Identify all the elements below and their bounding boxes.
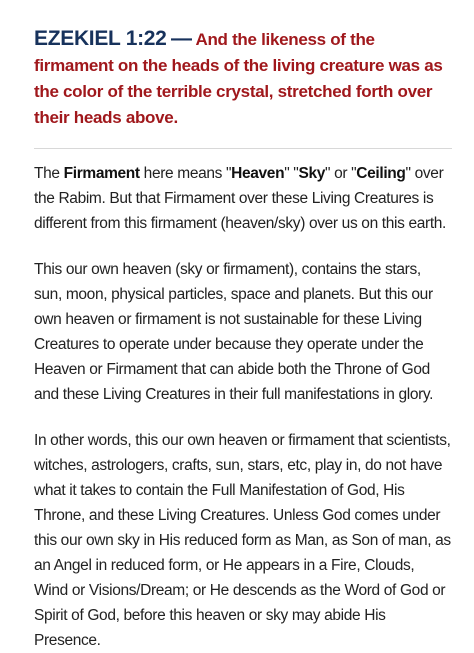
text-run: here means " (139, 165, 232, 182)
verse-reference: EZEKIEL 1:22 (34, 27, 167, 50)
verse-heading (34, 26, 452, 131)
bold-term-firmament: Firmament (63, 165, 140, 182)
text-run: " " (284, 165, 299, 182)
paragraph-our-heaven: This our own heaven (sky or firmament), contains the stars, sun, moon, physical particles, space and planets. But this our own heaven or firmament is not sustainable for these Living Creatures to operate under because they operate under the Heaven or Firmament that can abide both the Throne of God and these Living Creatures in their full manifestations in glory. (34, 261, 434, 403)
paragraph-firmament-meaning (34, 161, 452, 236)
divider (34, 148, 452, 149)
paragraph-in-other-words: In other words, this our own heaven or firmament that scientists, witches, astrologers, crafts, sun, stars, etc, play in, do not have what it takes to contain the Full Manifestation of God, His Throne, and these Living Creatures. Unless God comes under this our own sky in His reduced form as Man, as Son of man, as an Angel in reduced form, or He appears in a Fire, Clouds, Wind or Visions/Dream; or He descends as the Word of God or Spirit of God, before this heaven or sky may abide His Presence. (34, 432, 451, 649)
bold-term-heaven: Heaven (231, 165, 285, 182)
verse-text: And the likeness of the firmament on the heads of the living creature was as the color of the terrible crystal, stretched forth over their heads above. (34, 30, 443, 127)
bold-term-sky: Sky (298, 165, 325, 182)
bold-term-ceiling: Ceiling (356, 165, 406, 182)
text-run: " or " (324, 165, 357, 182)
verse-dash: — (171, 27, 192, 50)
article-body (34, 26, 452, 653)
text-run: The (34, 165, 64, 182)
text-run: " over the Rabim. But that Firmament over these Living Creatures is different from this firmament (heaven/sky) over us on this earth. (34, 165, 447, 232)
